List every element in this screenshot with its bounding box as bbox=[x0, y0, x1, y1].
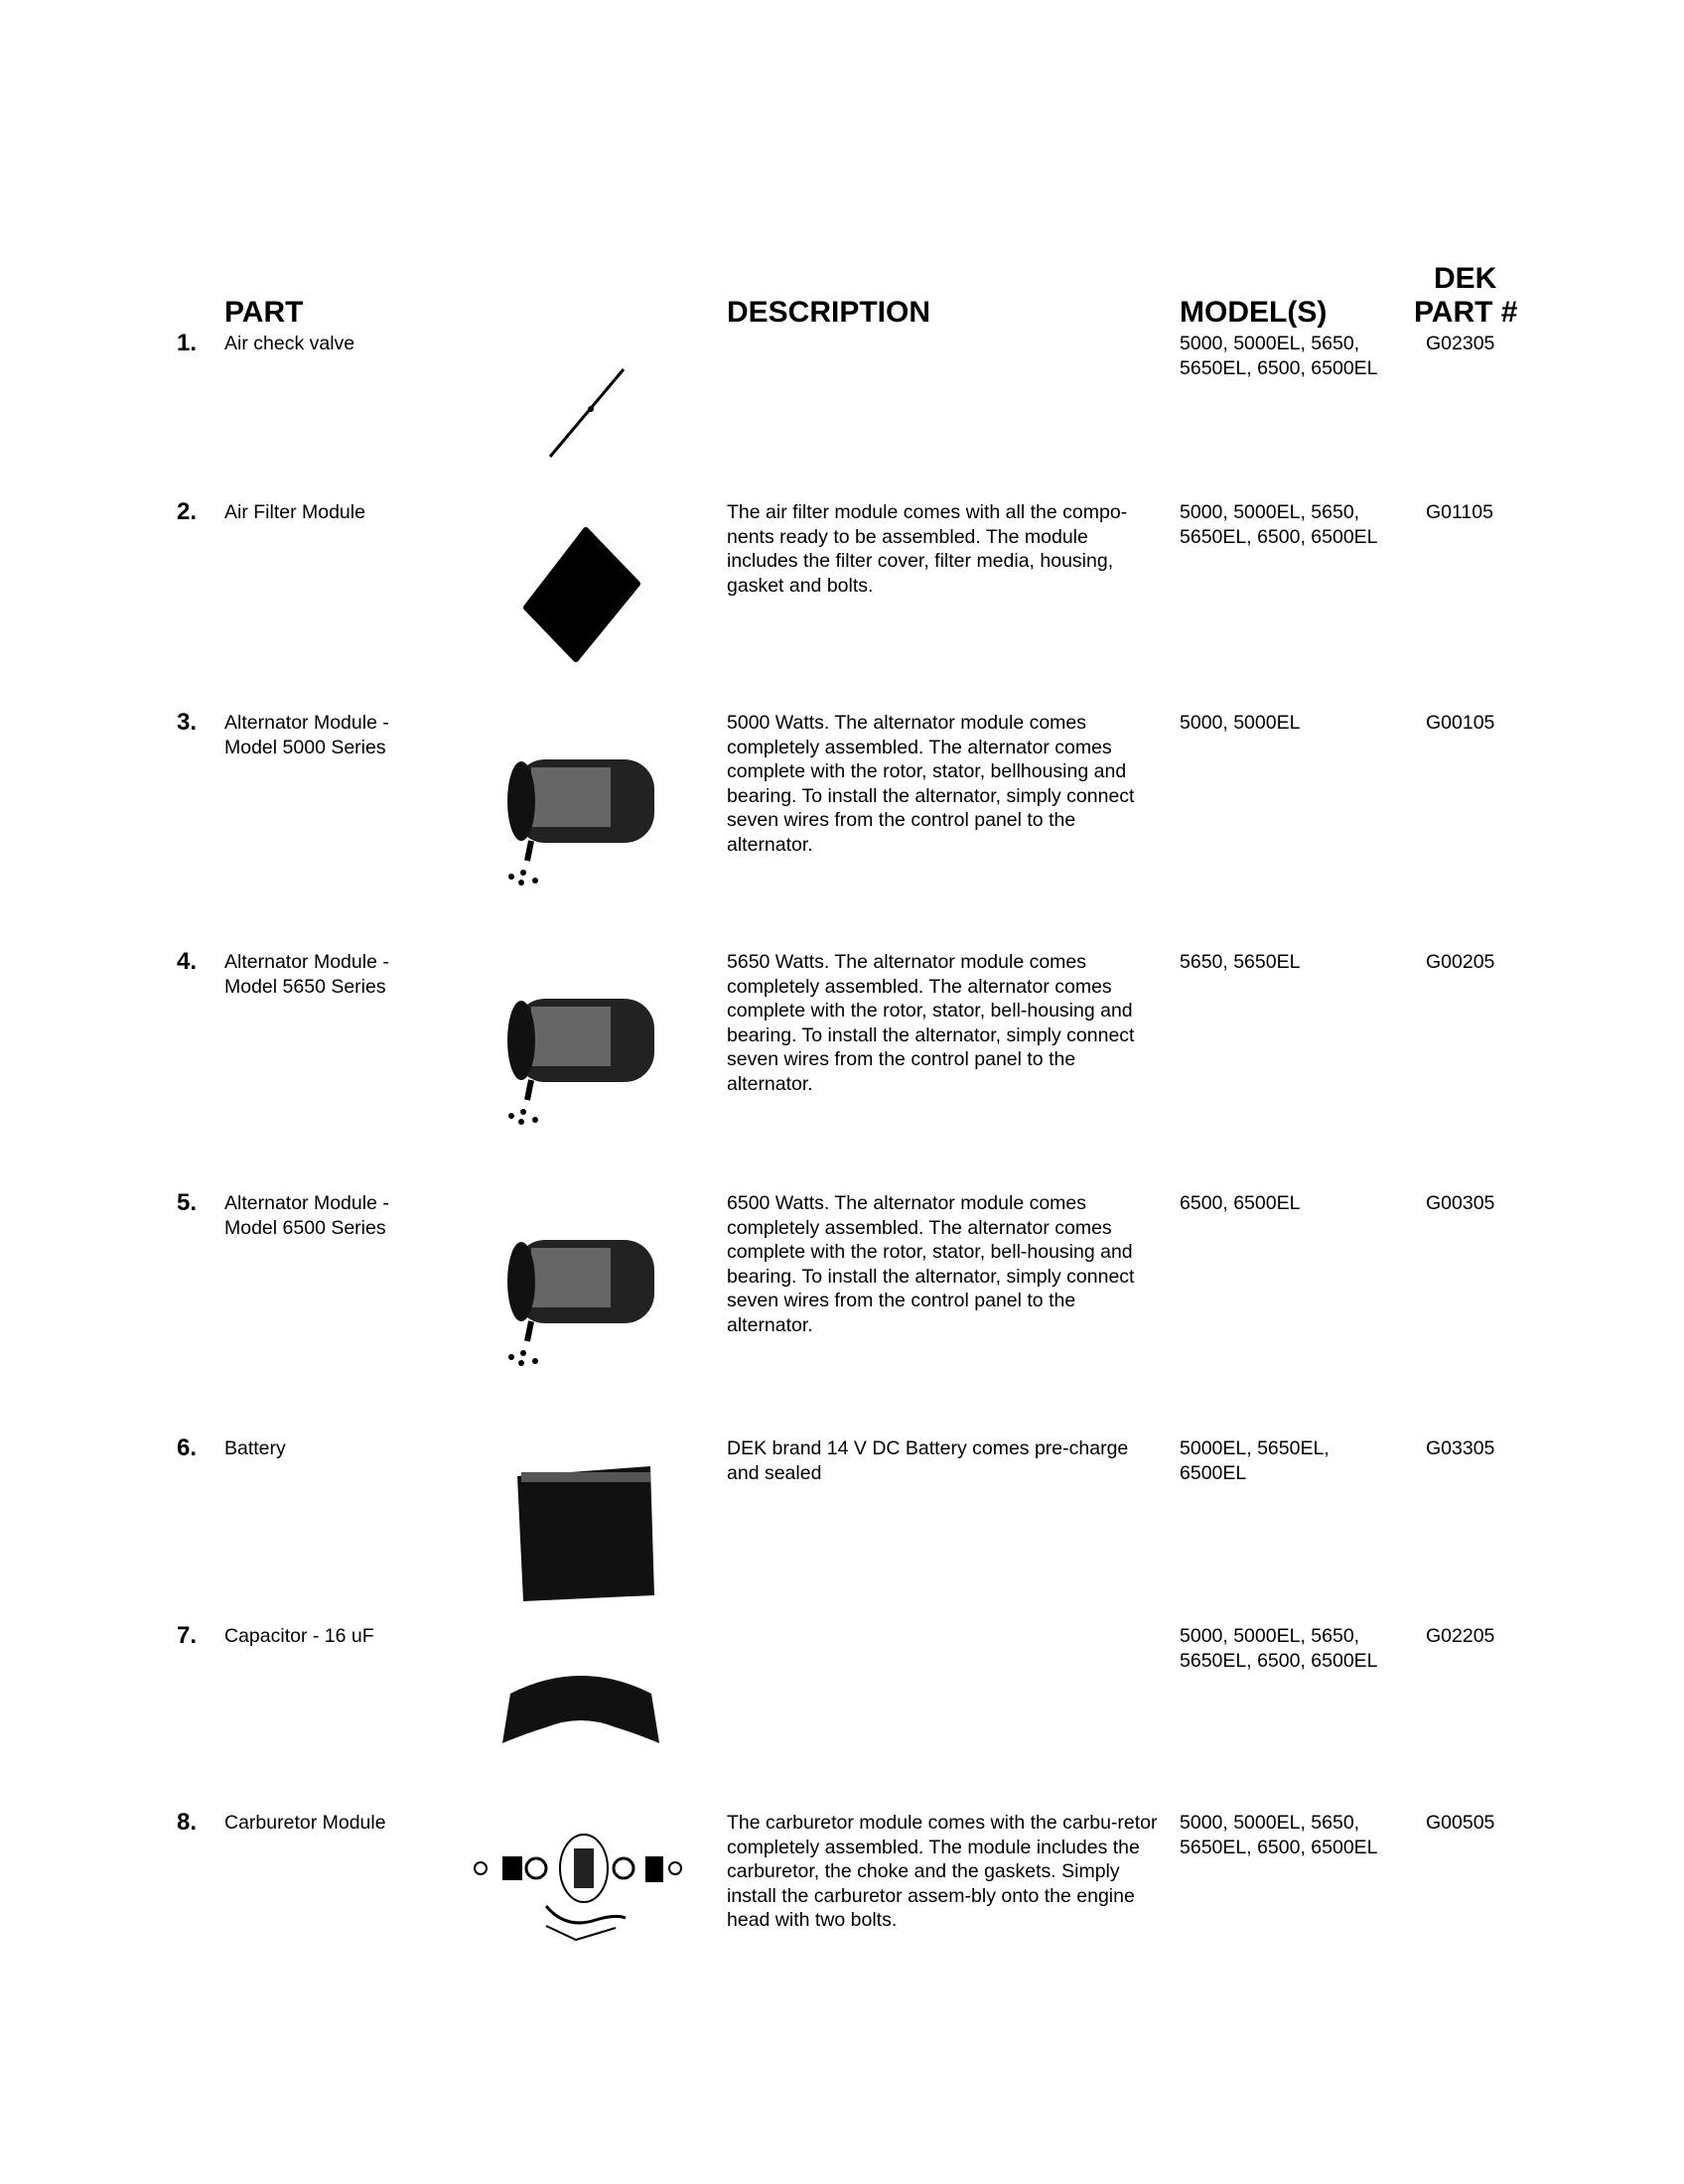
row-number: 3. bbox=[177, 709, 198, 736]
header-dek: DEK bbox=[1434, 262, 1497, 295]
part-name: Air Filter Module bbox=[224, 501, 365, 523]
part-models: 5000, 5000EL, 5650, 5650EL, 6500, 6500EL bbox=[1180, 501, 1378, 548]
part-description: 6500 Watts. The alternator module comes completely assembled. The alternator comes complete with the rotor, stator, bell-housing and bearing. To install the alternator, simply connect seven wires from the control panel to the alternator. bbox=[727, 1192, 1135, 1336]
part-name: Alternator Module - Model 6500 Series bbox=[224, 1192, 389, 1239]
header-part: PART bbox=[224, 296, 304, 329]
part-name: Alternator Module - Model 5000 Series bbox=[224, 712, 389, 758]
part-models: 5000, 5000EL, 5650, 5650EL, 6500, 6500EL bbox=[1180, 1812, 1378, 1858]
row-number: 8. bbox=[177, 1809, 198, 1836]
row-number: 5. bbox=[177, 1189, 198, 1216]
part-number: G03305 bbox=[1426, 1437, 1495, 1459]
row-number: 2. bbox=[177, 498, 198, 525]
part-description: DEK brand 14 V DC Battery comes pre-charge and sealed bbox=[727, 1437, 1129, 1484]
part-number: G02205 bbox=[1426, 1625, 1495, 1647]
part-name: Battery bbox=[224, 1437, 286, 1459]
part-number: G00205 bbox=[1426, 951, 1495, 973]
carburetor-icon bbox=[467, 1821, 715, 1950]
part-models: 5000EL, 5650EL, 6500EL bbox=[1180, 1437, 1330, 1484]
battery-icon bbox=[511, 1456, 660, 1605]
part-name: Carburetor Module bbox=[224, 1812, 386, 1834]
part-name: Air check valve bbox=[224, 333, 355, 354]
capacitor-icon bbox=[496, 1664, 665, 1753]
alternator-icon bbox=[501, 746, 660, 894]
row-number: 6. bbox=[177, 1434, 198, 1461]
row-number: 1. bbox=[177, 330, 198, 356]
alternator-icon bbox=[501, 1226, 660, 1375]
row-number: 7. bbox=[177, 1622, 198, 1649]
part-number: G01105 bbox=[1426, 501, 1493, 523]
part-number: G00505 bbox=[1426, 1812, 1495, 1834]
part-models: 5000, 5000EL, 5650, 5650EL, 6500, 6500EL bbox=[1180, 1625, 1378, 1672]
header-models: MODEL(S) bbox=[1180, 296, 1328, 329]
part-description: The carburetor module comes with the carbu-retor completely assembled. The module includes the carburetor, the choke and the gaskets. Simply install the carburetor assem-bly onto the engine head with two bolts. bbox=[727, 1812, 1158, 1931]
part-models: 5000, 5000EL bbox=[1180, 712, 1301, 734]
part-description: 5650 Watts. The alternator module comes completely assembled. The alternator comes complete with the rotor, stator, bell-housing and bearing. To install the alternator, simply connect seven wires from the control panel to the alternator. bbox=[727, 951, 1135, 1095]
part-number: G00105 bbox=[1426, 712, 1495, 734]
part-description: 5000 Watts. The alternator module comes completely assembled. The alternator comes complete with the rotor, stator, bellhousing and bearing. To install the alternator, simply connect seven wires from the control panel to the alternator. bbox=[727, 712, 1135, 856]
row-number: 4. bbox=[177, 948, 198, 975]
part-number: G02305 bbox=[1426, 333, 1495, 354]
part-number: G00305 bbox=[1426, 1192, 1495, 1214]
valve-icon bbox=[536, 361, 635, 461]
part-models: 6500, 6500EL bbox=[1180, 1192, 1301, 1214]
part-name: Alternator Module - Model 5650 Series bbox=[224, 951, 389, 998]
air-filter-icon bbox=[516, 524, 645, 663]
header-part-number: PART # bbox=[1414, 296, 1518, 329]
header-description: DESCRIPTION bbox=[727, 296, 931, 329]
part-name: Capacitor - 16 uF bbox=[224, 1625, 374, 1647]
part-models: 5000, 5000EL, 5650, 5650EL, 6500, 6500EL bbox=[1180, 333, 1378, 379]
part-models: 5650, 5650EL bbox=[1180, 951, 1301, 973]
alternator-icon bbox=[501, 985, 660, 1134]
part-description: The air filter module comes with all the compo-nents ready to be assembled. The module includes the filter cover, filter media, housing, gasket and bolts. bbox=[727, 501, 1128, 597]
